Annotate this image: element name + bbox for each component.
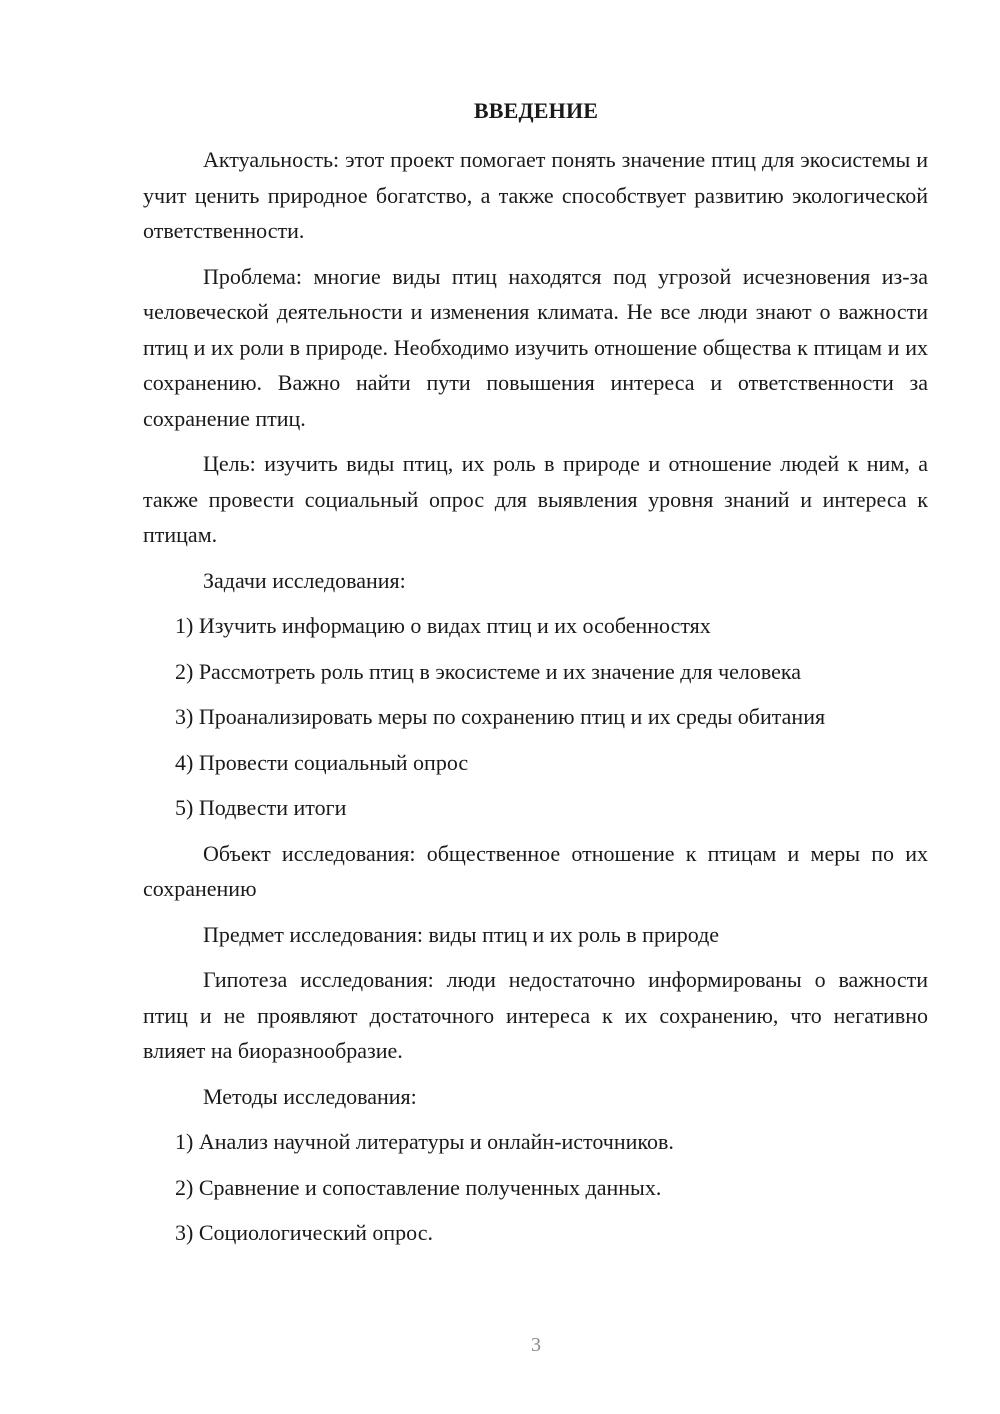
document-body — [143, 142, 928, 1261]
task-item-5: 5) Подвести итоги — [175, 795, 347, 820]
task-item-1: 1) Изучить информацию о видах птиц и их особенностях — [175, 613, 711, 638]
task-item-2: 2) Рассмотреть роль птиц в экосистеме и их значение для человека — [175, 658, 802, 684]
task-item-3: 3) Проанализировать меры по сохранению птиц и их среды обитания — [175, 704, 826, 729]
method-item-3: 3) Социологический опрос. — [175, 1220, 433, 1245]
method-item-2: 2) Сравнение и сопоставление полученных данных. — [175, 1174, 662, 1200]
relevance-paragraph: Актуальность: этот проект помогает понять значение птиц для экосистемы и учит ценить природное богатство, а также способствует развитию экологической ответственности. — [143, 147, 928, 243]
methods-heading: Методы исследования: — [203, 1083, 417, 1109]
tasks-heading: Задачи исследования: — [203, 567, 406, 593]
goal-paragraph: Цель: изучить виды птиц, их роль в природе и отношение людей к ним, а также провести социальный опрос для выявления уровня знаний и интереса к птицам. — [143, 451, 928, 547]
method-item-1: 1) Анализ научной литературы и онлайн-источников. — [175, 1129, 674, 1154]
page-number: 3 — [531, 1334, 541, 1356]
problem-paragraph: Проблема: многие виды птиц находятся под угрозой исчезновения из-за человеческой деятельности и изменения климата. Не все люди знают о важности птиц и их роли в природе. Необходимо изучить отношение общества к птицам и их сохранению. Важно найти пути повышения интереса и ответственности за сохранение птиц. — [143, 263, 928, 431]
subject-paragraph: Предмет исследования: виды птиц и их роль в природе — [203, 921, 720, 947]
hypothesis-paragraph: Гипотеза исследования: люди недостаточно информированы о важности птиц и не проявляют достаточного интереса к их сохранению, что негативно влияет на биоразнообразие. — [143, 967, 928, 1063]
task-item-4: 4) Провести социальный опрос — [175, 749, 469, 775]
page-title: ВВЕДЕНИЕ — [473, 98, 599, 123]
object-paragraph: Объект исследования: общественное отношение к птицам и меры по их сохранению — [143, 840, 928, 901]
